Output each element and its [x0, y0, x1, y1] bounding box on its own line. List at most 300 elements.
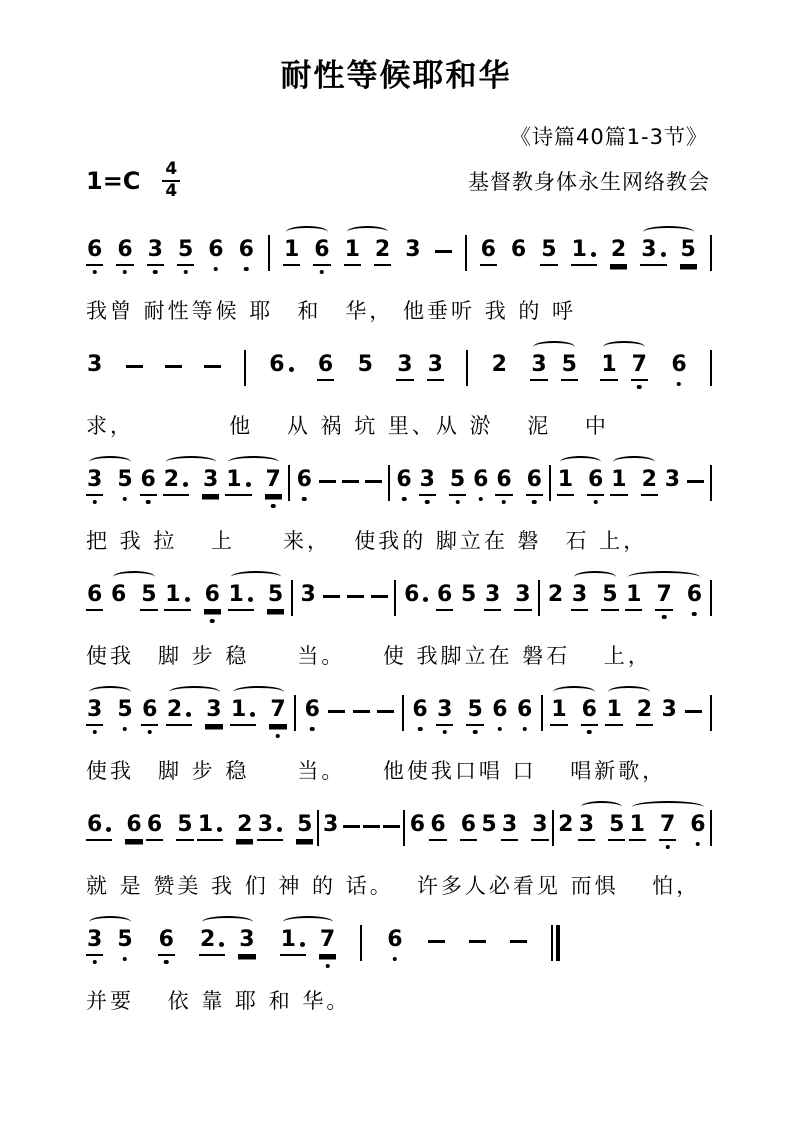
low-octave-dot — [696, 842, 701, 847]
note-digit: 3 — [427, 354, 444, 381]
duration-dash — [685, 710, 702, 713]
note-group — [357, 351, 374, 381]
duration-dash — [687, 480, 704, 483]
barline — [291, 580, 293, 616]
note — [557, 811, 574, 841]
note — [472, 466, 489, 496]
note — [158, 926, 175, 956]
note-group — [403, 581, 429, 611]
note-group — [164, 581, 221, 611]
note-group — [411, 696, 428, 726]
note-group — [197, 811, 254, 841]
note-group — [395, 466, 412, 496]
note — [480, 811, 497, 841]
note — [228, 581, 254, 611]
note — [257, 811, 283, 841]
note-digit: 6 — [409, 811, 426, 837]
note-group — [317, 351, 334, 381]
barline — [360, 925, 362, 961]
note-group — [491, 351, 508, 381]
slur-group — [600, 351, 648, 381]
note — [629, 811, 646, 841]
note-digit: 6 — [317, 354, 334, 381]
note-digit: 6 — [581, 699, 598, 726]
note-group — [484, 581, 532, 611]
note-digit: 3 — [87, 351, 103, 377]
note-digit: 1 — [557, 469, 574, 496]
note — [147, 236, 164, 266]
duration-dash — [165, 365, 182, 368]
note — [202, 466, 219, 496]
duration-dash — [353, 710, 370, 713]
note — [404, 236, 421, 266]
note-digit: 2 — [610, 239, 627, 266]
note-digit: 6 — [140, 469, 157, 496]
note-digit: 7 — [631, 354, 648, 381]
note-digit: 6 — [460, 814, 477, 841]
slur-group — [578, 811, 626, 841]
augmentation-dot — [217, 827, 222, 832]
note-digit: 6 — [86, 239, 103, 266]
note — [125, 811, 142, 841]
note-group — [86, 581, 103, 611]
note-group — [396, 351, 444, 381]
note — [238, 926, 255, 956]
note-group — [436, 696, 484, 726]
augmentation-dot — [250, 712, 255, 717]
duration-dash — [428, 940, 445, 943]
note-group — [147, 236, 195, 266]
note-digit: 6 — [158, 929, 175, 956]
low-octave-dot — [92, 960, 97, 965]
note-digit: 6 — [671, 351, 687, 377]
low-octave-dot — [455, 500, 460, 505]
low-octave-dot — [123, 497, 128, 502]
note-group — [557, 811, 574, 841]
note-digit: 1 — [228, 584, 254, 611]
note — [661, 696, 678, 726]
duration-dash — [371, 595, 388, 598]
barline — [549, 465, 551, 501]
note-group — [299, 581, 316, 611]
low-octave-dot — [92, 270, 97, 275]
note-digit: 1 — [610, 469, 627, 496]
note — [641, 466, 658, 496]
note-group — [268, 351, 294, 381]
note-digit: 5 — [680, 239, 697, 266]
note-digit: 1 — [550, 699, 567, 726]
note — [510, 236, 527, 266]
lyrics-row: 求， 他 从 祸 坑 里、从 淤 泥 中 — [86, 413, 609, 438]
note-group — [436, 581, 453, 611]
note-digit: 3 — [640, 239, 666, 266]
note-digit: 5 — [561, 354, 578, 381]
note-digit: 2 — [199, 929, 225, 956]
note-group — [664, 466, 681, 496]
music-line-5 — [86, 683, 712, 785]
note — [86, 811, 112, 841]
note — [374, 236, 391, 266]
note-digit: 5 — [117, 696, 133, 722]
note-digit: 6 — [86, 814, 112, 841]
note-digit: 3 — [202, 469, 219, 496]
low-octave-dot — [271, 504, 276, 509]
music-line-3 — [86, 453, 712, 555]
note-digit: 7 — [655, 584, 672, 611]
note — [516, 696, 533, 726]
note-digit: 5 — [117, 926, 133, 952]
barline — [394, 580, 396, 616]
note — [344, 236, 361, 266]
note-digit: 5 — [296, 814, 313, 841]
note — [409, 811, 426, 841]
note — [304, 696, 321, 726]
note-group — [670, 351, 687, 381]
note-digit: 3 — [514, 584, 531, 611]
low-octave-dot — [302, 497, 307, 502]
note — [116, 926, 133, 956]
note — [581, 696, 598, 726]
note — [540, 236, 557, 266]
note-digit: 3 — [257, 814, 283, 841]
low-octave-dot — [692, 612, 697, 617]
note-digit: 2 — [636, 699, 653, 726]
note-group — [480, 811, 497, 841]
slur-group — [283, 236, 331, 266]
lyrics-row: 使我 脚 步 稳 当。 他使我口唱 口 唱新歌， — [86, 758, 667, 783]
barline — [268, 235, 270, 271]
low-octave-dot — [425, 500, 430, 505]
slur-group — [86, 696, 134, 726]
notation-row — [86, 338, 712, 398]
note — [608, 811, 625, 841]
note — [480, 236, 497, 266]
note-digit: 1 — [571, 239, 597, 266]
note-group — [296, 466, 313, 496]
note-digit: 3 — [484, 584, 501, 611]
note-digit: 6 — [396, 466, 412, 492]
note — [484, 581, 501, 611]
note — [86, 581, 103, 611]
note-group — [472, 466, 489, 496]
note-group — [141, 696, 158, 726]
note — [640, 236, 666, 266]
note-digit: 3 — [571, 584, 588, 611]
barline — [710, 810, 712, 846]
note — [495, 466, 512, 496]
note-digit: 3 — [396, 354, 413, 381]
note — [141, 696, 158, 726]
key-signature: 1=C — [86, 166, 141, 195]
final-barline — [551, 925, 560, 961]
low-octave-dot — [532, 500, 537, 505]
time-signature-denominator: 4 — [165, 180, 178, 201]
note-digit: 6 — [495, 469, 512, 496]
note — [449, 466, 466, 496]
note-digit: 5 — [481, 811, 497, 837]
note-digit: 6 — [526, 469, 543, 496]
note-digit: 3 — [501, 814, 518, 841]
note — [610, 236, 627, 266]
note-group — [501, 811, 549, 841]
barline — [710, 580, 712, 616]
low-octave-dot — [502, 500, 507, 505]
slur-group — [530, 351, 578, 381]
note-digit: 5 — [540, 239, 557, 266]
note-group — [429, 811, 477, 841]
duration-dash — [328, 710, 345, 713]
note-digit: 1 — [283, 239, 300, 266]
augmentation-dot — [185, 597, 190, 602]
note-digit: 3 — [238, 929, 255, 956]
note — [605, 696, 622, 726]
note-digit: 3 — [322, 811, 339, 837]
note — [429, 811, 446, 841]
note-group — [158, 926, 175, 956]
score — [0, 201, 792, 1015]
low-octave-dot — [123, 727, 128, 732]
slur-group — [280, 926, 337, 956]
note — [411, 696, 428, 726]
note — [163, 466, 189, 496]
note-digit: 3 — [436, 699, 453, 726]
low-octave-dot — [146, 500, 151, 505]
note-digit: 3 — [419, 469, 436, 496]
note-digit: 1 — [197, 814, 223, 841]
slur-group — [225, 466, 282, 496]
note-digit: 3 — [147, 239, 164, 266]
note-digit: 6 — [587, 469, 604, 496]
note — [466, 696, 483, 726]
note — [177, 236, 194, 266]
note — [636, 696, 653, 726]
augmentation-dot — [661, 252, 666, 257]
note-digit: 1 — [344, 239, 361, 266]
duration-dash — [510, 940, 527, 943]
key-and-time-signature — [86, 161, 180, 201]
note-digit: 3 — [530, 354, 547, 381]
note-digit: 6 — [403, 584, 429, 611]
note — [230, 696, 256, 726]
note-digit: 3 — [300, 581, 316, 607]
slur-group — [571, 581, 619, 611]
note-digit: 7 — [265, 469, 282, 496]
augmentation-dot — [106, 827, 111, 832]
slur-group — [110, 581, 158, 611]
note-digit: 6 — [204, 584, 221, 611]
note — [578, 811, 595, 841]
note — [386, 926, 403, 956]
lyrics-row: 使我 脚 步 稳 当。 使 我脚立在 磐石 上， — [86, 643, 652, 668]
note-digit: 3 — [86, 699, 103, 726]
notation-row — [86, 798, 712, 858]
note — [86, 236, 103, 266]
note-digit: 6 — [412, 696, 428, 722]
note — [610, 466, 627, 496]
duration-dash — [323, 595, 340, 598]
note-digit: 5 — [449, 469, 466, 496]
barline — [552, 810, 554, 846]
augmentation-dot — [246, 482, 251, 487]
duration-dash — [435, 250, 452, 253]
note-digit: 6 — [141, 699, 158, 726]
augmentation-dot — [591, 252, 596, 257]
note — [166, 696, 192, 726]
lyrics-row: 把 我 拉 上 来， 使我的 脚立在 磐 石 上， — [86, 528, 648, 553]
note — [319, 926, 336, 956]
time-signature — [162, 161, 180, 201]
note-digit: 6 — [86, 584, 103, 611]
note-digit: 7 — [319, 929, 336, 956]
note-digit: 6 — [268, 354, 294, 381]
note-digit: 2 — [236, 814, 253, 841]
note — [280, 926, 306, 956]
note-digit: 6 — [146, 814, 163, 841]
note-digit: 1 — [280, 929, 306, 956]
note-digit: 7 — [269, 699, 286, 726]
duration-dash — [204, 365, 221, 368]
duration-dash — [343, 825, 360, 828]
barline — [710, 695, 712, 731]
note-digit: 1 — [225, 469, 251, 496]
note-digit: 6 — [387, 926, 403, 952]
note-group — [547, 581, 564, 611]
note — [86, 926, 103, 956]
barline — [288, 465, 290, 501]
note-digit: 6 — [480, 239, 497, 266]
note — [547, 581, 564, 611]
note — [357, 351, 374, 381]
duration-dash — [319, 480, 336, 483]
note-digit: 1 — [629, 814, 646, 841]
note-digit: 1 — [164, 584, 190, 611]
note-group — [495, 466, 543, 496]
note — [600, 351, 617, 381]
note-digit: 3 — [205, 699, 222, 726]
note — [689, 811, 706, 841]
music-line-1 — [86, 223, 712, 325]
slur-group — [640, 236, 697, 266]
note — [238, 236, 255, 266]
note — [501, 811, 518, 841]
barline — [541, 695, 543, 731]
note-digit: 5 — [357, 351, 373, 377]
note-digit: 6 — [510, 236, 527, 262]
note-digit: 5 — [466, 699, 483, 726]
low-octave-dot — [244, 267, 249, 272]
note — [204, 581, 221, 611]
note — [587, 466, 604, 496]
note-digit: 5 — [176, 814, 193, 841]
note-digit: 6 — [492, 696, 508, 722]
low-octave-dot — [214, 267, 219, 272]
augmentation-dot — [423, 597, 428, 602]
note — [164, 581, 190, 611]
low-octave-dot — [148, 730, 153, 735]
note-group — [480, 236, 497, 266]
lyrics-row: 就 是 赞美 我 们 神 的 话。 许多人必看见 而惧 怕， — [86, 873, 701, 898]
note — [625, 581, 642, 611]
low-octave-dot — [92, 500, 97, 505]
note-digit: 6 — [116, 239, 133, 266]
note — [491, 351, 508, 381]
note-digit: 2 — [641, 469, 658, 496]
note-digit: 6 — [429, 814, 446, 841]
note — [322, 811, 339, 841]
low-octave-dot — [587, 730, 592, 735]
note — [267, 581, 284, 611]
low-octave-dot — [310, 727, 315, 732]
low-octave-dot — [418, 727, 423, 732]
low-octave-dot — [479, 497, 484, 502]
note — [403, 581, 429, 611]
note — [526, 466, 543, 496]
note-group — [322, 811, 339, 841]
note-digit: 3 — [86, 929, 103, 956]
note-digit: 6 — [296, 466, 312, 492]
note-digit: 6 — [238, 236, 254, 262]
low-octave-dot — [637, 385, 642, 390]
note — [561, 351, 578, 381]
note-digit: 6 — [125, 814, 142, 841]
duration-dash — [365, 480, 382, 483]
duration-dash — [469, 940, 486, 943]
note-digit: 7 — [659, 814, 676, 841]
note — [460, 811, 477, 841]
note-group — [146, 811, 194, 841]
barline — [402, 695, 404, 731]
scripture-reference: 《诗篇40篇1-3节》 — [509, 125, 708, 149]
time-signature-numerator: 4 — [162, 161, 180, 182]
slur-group — [166, 696, 223, 726]
slur-group — [605, 696, 653, 726]
note-digit: 2 — [163, 469, 189, 496]
note-group — [510, 236, 527, 266]
barline — [710, 235, 712, 271]
low-octave-dot — [123, 957, 128, 962]
slur-group — [86, 926, 134, 956]
slur-group — [228, 581, 285, 611]
church-credit: 基督教身体永生网络教会 — [468, 169, 710, 194]
note-digit: 6 — [436, 584, 453, 611]
note — [514, 581, 531, 611]
note — [199, 926, 225, 956]
augmentation-dot — [219, 942, 224, 947]
note-digit: 6 — [313, 239, 330, 266]
duration-dash — [347, 595, 364, 598]
slur-group — [230, 696, 287, 726]
low-octave-dot — [665, 845, 670, 850]
note — [299, 581, 316, 611]
note — [86, 696, 103, 726]
note-digit: 2 — [491, 351, 507, 377]
barline — [538, 580, 540, 616]
note-digit: 3 — [405, 236, 421, 262]
note-digit: 3 — [86, 469, 103, 496]
slur-group — [199, 926, 256, 956]
note-digit: 6 — [690, 811, 706, 837]
note-group — [409, 811, 426, 841]
note — [116, 236, 133, 266]
low-octave-dot — [393, 957, 398, 962]
slur-group — [625, 581, 703, 611]
note-group — [491, 696, 508, 726]
slur-group — [163, 466, 220, 496]
note-digit: 2 — [547, 581, 564, 607]
note-digit: 2 — [374, 239, 391, 266]
note — [436, 581, 453, 611]
note-digit: 6 — [517, 696, 533, 722]
